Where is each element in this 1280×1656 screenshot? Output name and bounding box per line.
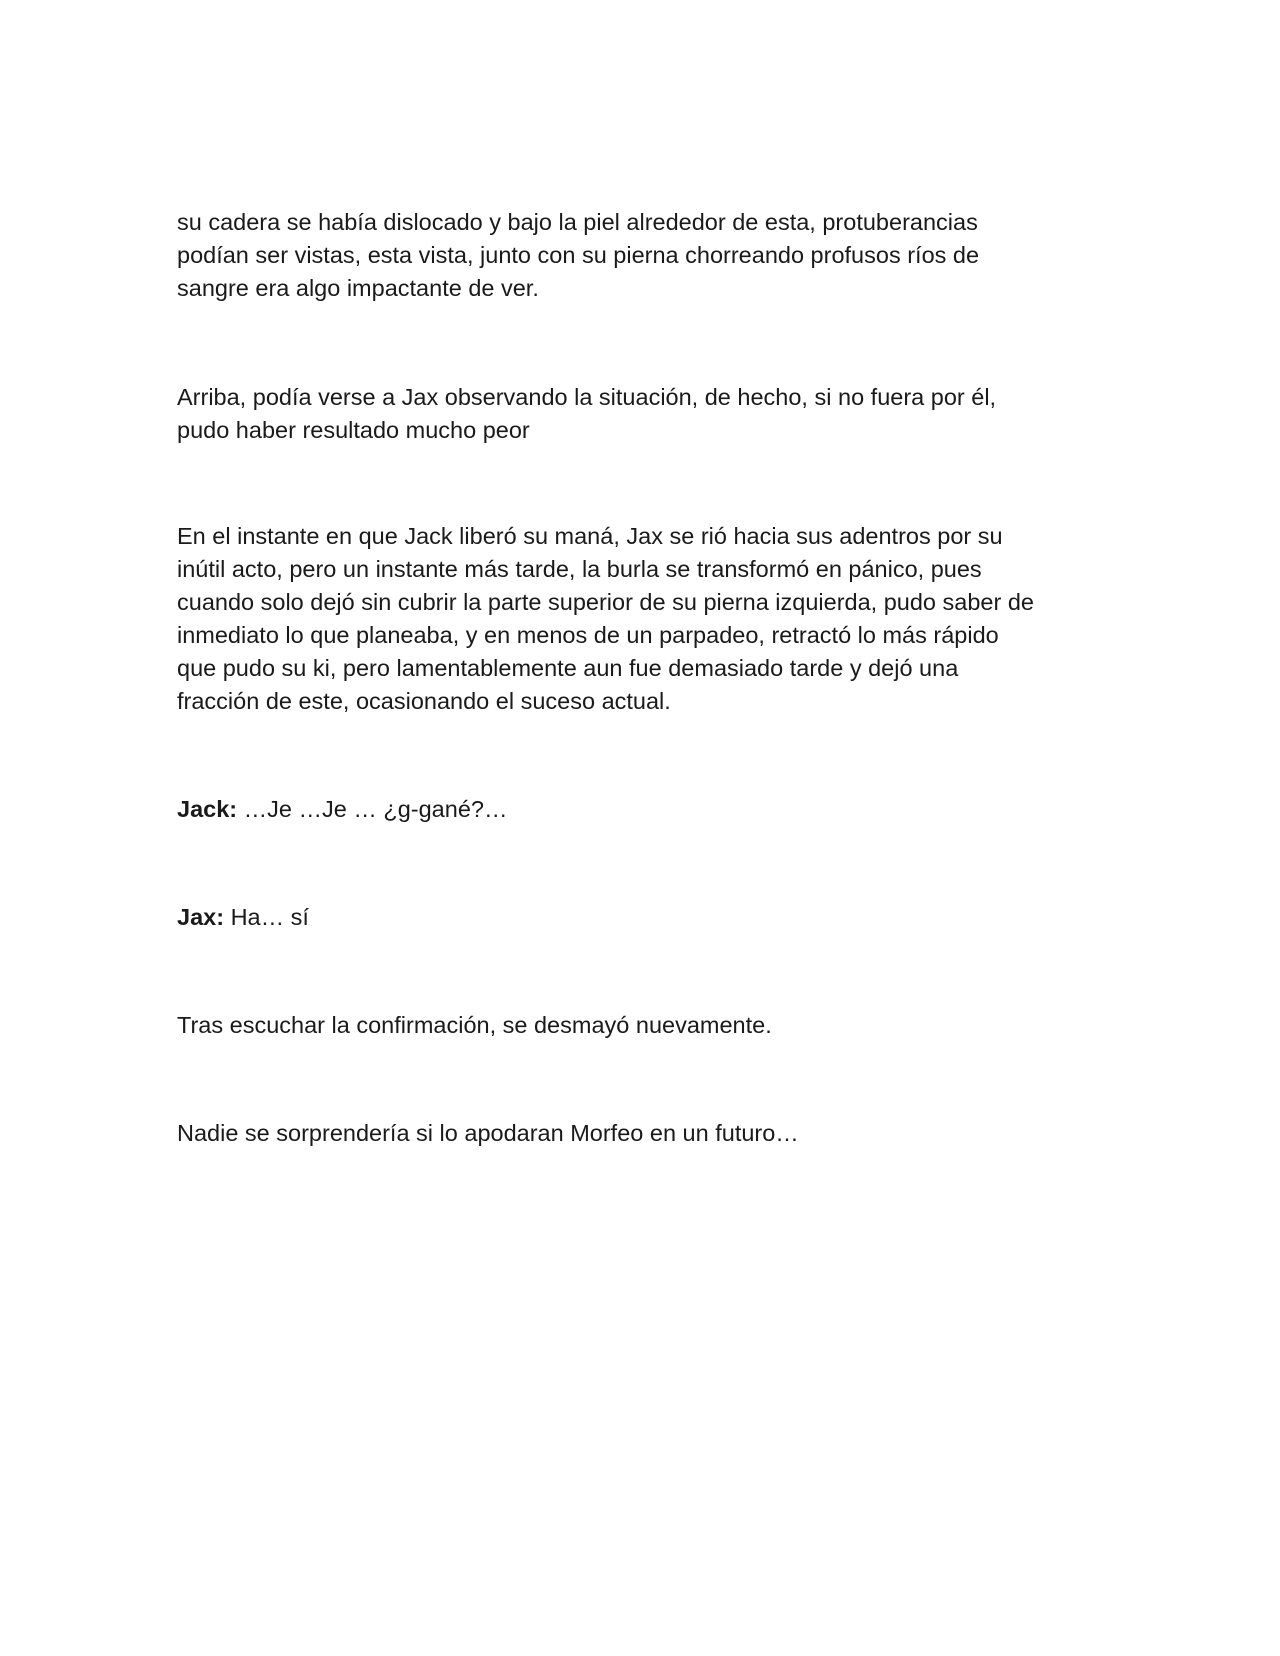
speaker-name: Jax:	[177, 904, 225, 930]
text-line: Arriba, podía verse a Jax observando la situación, de hecho, si no fuera por él,	[177, 384, 997, 410]
dialogue-line	[177, 901, 1107, 934]
text-line: Tras escuchar la confirmación, se desmayó nuevamente.	[177, 1012, 772, 1038]
paragraph	[177, 1117, 1107, 1150]
dialogue-text: …Je …Je … ¿g-gané?…	[237, 796, 508, 822]
paragraph	[177, 206, 1107, 305]
text-line: podían ser vistas, esta vista, junto con su pierna chorreando profusos ríos de	[177, 242, 980, 268]
paragraph	[177, 1009, 1107, 1042]
dialogue-line-jack	[177, 793, 1107, 826]
dialogue-line-jax	[177, 901, 1107, 934]
paragraph	[177, 381, 1107, 447]
text-line: En el instante en que Jack liberó su maná, Jax se rió hacia sus adentros por su	[177, 523, 1003, 549]
dialogue-text: Ha… sí	[224, 904, 309, 930]
text-line: fracción de este, ocasionando el suceso actual.	[177, 688, 671, 714]
text-line: que pudo su ki, pero lamentablemente aun fue demasiado tarde y dejó una	[177, 655, 959, 681]
text-line: su cadera se había dislocado y bajo la piel alrededor de esta, protuberancias	[177, 209, 978, 235]
text-line: cuando solo dejó sin cubrir la parte superior de su pierna izquierda, pudo saber de	[177, 589, 1034, 615]
text-line: Nadie se sorprendería si lo apodaran Morfeo en un futuro…	[177, 1120, 799, 1146]
text-line: inmediato lo que planeaba, y en menos de un parpadeo, retractó lo más rápido	[177, 622, 999, 648]
text-line: pudo haber resultado mucho peor	[177, 417, 530, 443]
dialogue-line	[177, 793, 1107, 826]
text-line: inútil acto, pero un instante más tarde, la burla se transformó en pánico, pues	[177, 556, 982, 582]
text-line: sangre era algo impactante de ver.	[177, 275, 539, 301]
paragraph	[177, 520, 1107, 718]
speaker-name: Jack:	[177, 796, 238, 822]
